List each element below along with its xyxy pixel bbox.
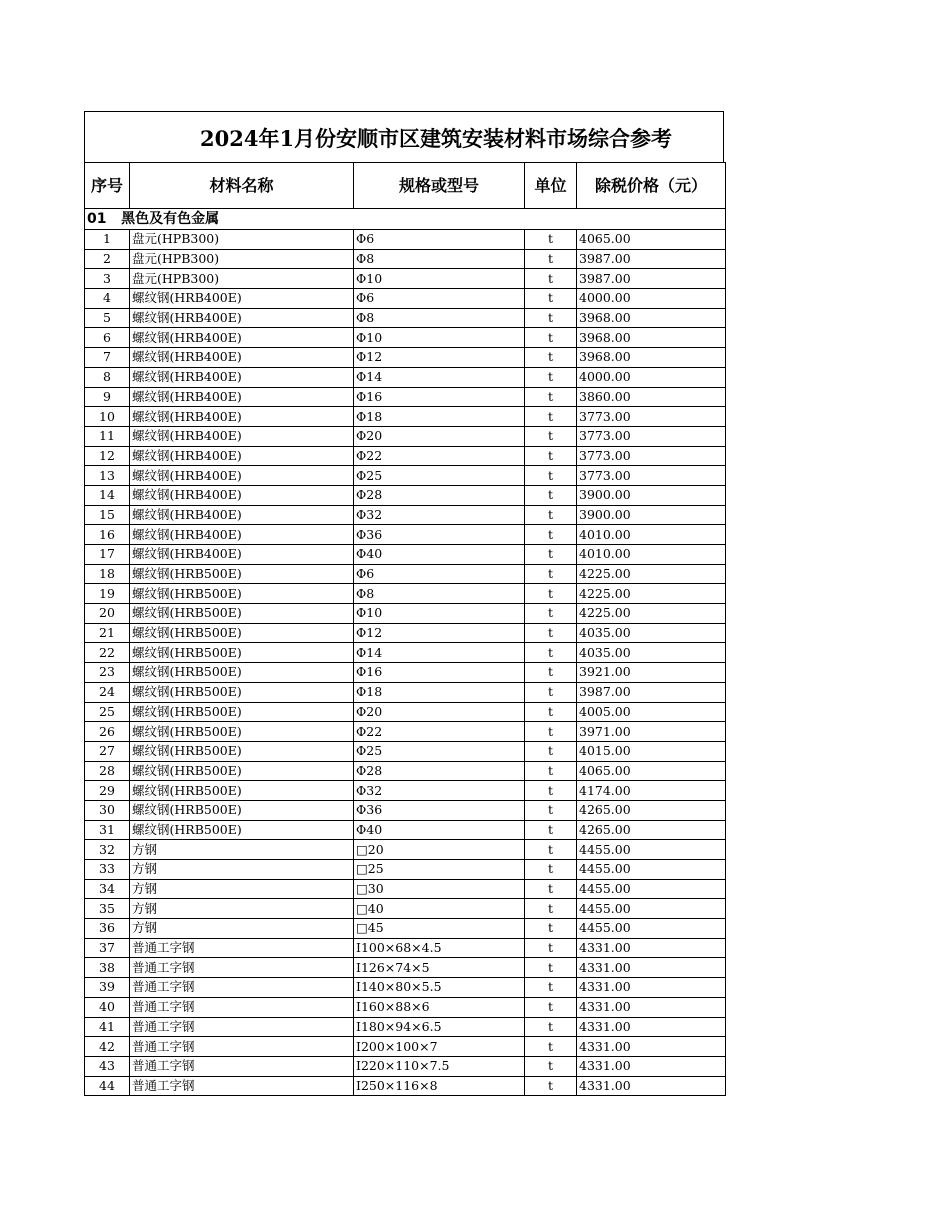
row-spec: Φ8 (354, 584, 525, 604)
row-no: 21 (85, 623, 130, 643)
table-row (85, 997, 726, 1017)
row-spec: Φ10 (354, 269, 525, 289)
row-price: 4455.00 (577, 879, 726, 899)
row-price: 3773.00 (577, 446, 726, 466)
row-spec: Φ12 (354, 348, 525, 368)
row-price: 3987.00 (577, 682, 726, 702)
row-price: 4331.00 (577, 1017, 726, 1037)
row-no: 40 (85, 997, 130, 1017)
header-spec: 规格或型号 (354, 163, 525, 209)
row-price: 3921.00 (577, 663, 726, 683)
row-price: 4015.00 (577, 741, 726, 761)
row-name: 普通工字钢 (130, 958, 354, 978)
row-spec: Φ22 (354, 722, 525, 742)
materials-table (84, 162, 726, 1096)
row-unit: t (525, 997, 577, 1017)
table-row (85, 545, 726, 565)
row-price: 3968.00 (577, 348, 726, 368)
row-unit: t (525, 978, 577, 998)
row-spec: I180×94×6.5 (354, 1017, 525, 1037)
row-no: 38 (85, 958, 130, 978)
row-no: 7 (85, 348, 130, 368)
row-name: 螺纹钢(HRB400E) (130, 485, 354, 505)
row-unit: t (525, 860, 577, 880)
row-price: 4331.00 (577, 938, 726, 958)
header-no: 序号 (85, 163, 130, 209)
row-price: 4331.00 (577, 1037, 726, 1057)
table-row (85, 485, 726, 505)
row-spec: Φ18 (354, 407, 525, 427)
row-price: 4225.00 (577, 584, 726, 604)
row-no: 36 (85, 919, 130, 939)
row-unit: t (525, 545, 577, 565)
section-row (85, 209, 726, 230)
table-row (85, 663, 726, 683)
table-row (85, 564, 726, 584)
row-price: 4000.00 (577, 289, 726, 309)
table-row (85, 407, 726, 427)
page-title: 2024年1月份安顺市区建筑安装材料市场综合参考 (200, 126, 673, 151)
row-name: 螺纹钢(HRB500E) (130, 820, 354, 840)
row-price: 3900.00 (577, 505, 726, 525)
row-no: 5 (85, 308, 130, 328)
row-name: 螺纹钢(HRB500E) (130, 781, 354, 801)
row-unit: t (525, 485, 577, 505)
row-spec: Φ18 (354, 682, 525, 702)
row-spec: Φ6 (354, 230, 525, 250)
row-unit: t (525, 289, 577, 309)
row-price: 4331.00 (577, 1076, 726, 1096)
row-spec: Φ14 (354, 367, 525, 387)
table-row (85, 879, 726, 899)
table-row (85, 800, 726, 820)
row-no: 8 (85, 367, 130, 387)
row-name: 螺纹钢(HRB400E) (130, 328, 354, 348)
row-name: 螺纹钢(HRB400E) (130, 505, 354, 525)
header-name: 材料名称 (130, 163, 354, 209)
row-spec: □25 (354, 860, 525, 880)
row-price: 4331.00 (577, 1056, 726, 1076)
row-name: 盘元(HPB300) (130, 230, 354, 250)
row-price: 4035.00 (577, 643, 726, 663)
table-row (85, 623, 726, 643)
row-no: 11 (85, 426, 130, 446)
row-no: 32 (85, 840, 130, 860)
row-name: 盘元(HPB300) (130, 269, 354, 289)
row-unit: t (525, 840, 577, 860)
table-row (85, 702, 726, 722)
row-no: 19 (85, 584, 130, 604)
row-unit: t (525, 643, 577, 663)
table-row (85, 308, 726, 328)
table-row (85, 722, 726, 742)
row-name: 螺纹钢(HRB500E) (130, 643, 354, 663)
row-unit: t (525, 682, 577, 702)
row-price: 3968.00 (577, 308, 726, 328)
row-price: 4065.00 (577, 230, 726, 250)
row-name: 螺纹钢(HRB500E) (130, 800, 354, 820)
row-unit: t (525, 604, 577, 624)
table-row (85, 1076, 726, 1096)
row-name: 螺纹钢(HRB500E) (130, 584, 354, 604)
row-price: 3900.00 (577, 485, 726, 505)
row-spec: Φ16 (354, 387, 525, 407)
row-unit: t (525, 919, 577, 939)
row-name: 螺纹钢(HRB500E) (130, 623, 354, 643)
row-name: 方钢 (130, 860, 354, 880)
section-name: 黑色及有色金属 (121, 211, 220, 227)
row-unit: t (525, 367, 577, 387)
row-spec: I126×74×5 (354, 958, 525, 978)
row-name: 普通工字钢 (130, 1017, 354, 1037)
row-spec: I100×68×4.5 (354, 938, 525, 958)
row-spec: Φ6 (354, 289, 525, 309)
row-name: 方钢 (130, 840, 354, 860)
table-row (85, 328, 726, 348)
row-no: 13 (85, 466, 130, 486)
row-name: 螺纹钢(HRB400E) (130, 348, 354, 368)
row-unit: t (525, 230, 577, 250)
row-spec: Φ22 (354, 446, 525, 466)
row-name: 螺纹钢(HRB500E) (130, 564, 354, 584)
row-unit: t (525, 820, 577, 840)
row-spec: Φ6 (354, 564, 525, 584)
table-row (85, 426, 726, 446)
row-spec: □20 (354, 840, 525, 860)
row-name: 螺纹钢(HRB500E) (130, 761, 354, 781)
row-price: 3968.00 (577, 328, 726, 348)
row-no: 42 (85, 1037, 130, 1057)
row-price: 4225.00 (577, 604, 726, 624)
row-name: 螺纹钢(HRB400E) (130, 367, 354, 387)
row-unit: t (525, 1037, 577, 1057)
row-name: 螺纹钢(HRB500E) (130, 682, 354, 702)
table-row (85, 525, 726, 545)
row-no: 33 (85, 860, 130, 880)
table-row (85, 682, 726, 702)
row-spec: Φ28 (354, 761, 525, 781)
row-no: 16 (85, 525, 130, 545)
row-unit: t (525, 761, 577, 781)
row-name: 普通工字钢 (130, 997, 354, 1017)
row-no: 25 (85, 702, 130, 722)
row-name: 螺纹钢(HRB400E) (130, 545, 354, 565)
table-row (85, 269, 726, 289)
row-price: 4035.00 (577, 623, 726, 643)
row-unit: t (525, 741, 577, 761)
row-price: 4455.00 (577, 840, 726, 860)
row-no: 6 (85, 328, 130, 348)
row-name: 螺纹钢(HRB400E) (130, 407, 354, 427)
row-spec: I200×100×7 (354, 1037, 525, 1057)
row-unit: t (525, 702, 577, 722)
row-unit: t (525, 308, 577, 328)
section-cell (85, 209, 726, 230)
row-price: 4331.00 (577, 997, 726, 1017)
row-price: 4331.00 (577, 978, 726, 998)
row-price: 4010.00 (577, 525, 726, 545)
row-spec: Φ20 (354, 702, 525, 722)
row-unit: t (525, 407, 577, 427)
row-no: 2 (85, 249, 130, 269)
row-no: 31 (85, 820, 130, 840)
row-no: 3 (85, 269, 130, 289)
row-price: 4265.00 (577, 820, 726, 840)
row-price: 4225.00 (577, 564, 726, 584)
row-no: 12 (85, 446, 130, 466)
row-unit: t (525, 249, 577, 269)
row-no: 30 (85, 800, 130, 820)
table-row (85, 1037, 726, 1057)
table-row (85, 820, 726, 840)
row-name: 螺纹钢(HRB500E) (130, 722, 354, 742)
row-price: 4005.00 (577, 702, 726, 722)
row-no: 9 (85, 387, 130, 407)
row-unit: t (525, 387, 577, 407)
row-no: 4 (85, 289, 130, 309)
row-name: 普通工字钢 (130, 1037, 354, 1057)
row-spec: Φ16 (354, 663, 525, 683)
row-name: 螺纹钢(HRB400E) (130, 387, 354, 407)
row-unit: t (525, 623, 577, 643)
row-spec: Φ25 (354, 466, 525, 486)
row-spec: □45 (354, 919, 525, 939)
row-price: 3860.00 (577, 387, 726, 407)
row-name: 螺纹钢(HRB500E) (130, 604, 354, 624)
row-no: 10 (85, 407, 130, 427)
row-spec: Φ20 (354, 426, 525, 446)
row-no: 41 (85, 1017, 130, 1037)
row-spec: I250×116×8 (354, 1076, 525, 1096)
row-price: 4455.00 (577, 860, 726, 880)
table-row (85, 584, 726, 604)
row-price: 3773.00 (577, 426, 726, 446)
row-no: 43 (85, 1056, 130, 1076)
table-row (85, 919, 726, 939)
table-row (85, 348, 726, 368)
row-name: 普通工字钢 (130, 978, 354, 998)
row-no: 37 (85, 938, 130, 958)
row-name: 普通工字钢 (130, 1076, 354, 1096)
row-unit: t (525, 1076, 577, 1096)
row-price: 3987.00 (577, 249, 726, 269)
row-no: 29 (85, 781, 130, 801)
row-no: 20 (85, 604, 130, 624)
row-name: 方钢 (130, 919, 354, 939)
table-row (85, 860, 726, 880)
row-name: 螺纹钢(HRB500E) (130, 702, 354, 722)
row-no: 18 (85, 564, 130, 584)
row-price: 4265.00 (577, 800, 726, 820)
row-name: 螺纹钢(HRB400E) (130, 289, 354, 309)
table-row (85, 446, 726, 466)
table-row (85, 978, 726, 998)
row-unit: t (525, 1017, 577, 1037)
table-row (85, 604, 726, 624)
row-spec: Φ36 (354, 525, 525, 545)
row-unit: t (525, 800, 577, 820)
table-row (85, 741, 726, 761)
header-unit: 单位 (525, 163, 577, 209)
row-unit: t (525, 722, 577, 742)
row-no: 28 (85, 761, 130, 781)
row-name: 螺纹钢(HRB400E) (130, 466, 354, 486)
row-no: 15 (85, 505, 130, 525)
row-unit: t (525, 269, 577, 289)
row-price: 3987.00 (577, 269, 726, 289)
row-spec: Φ40 (354, 545, 525, 565)
row-no: 22 (85, 643, 130, 663)
row-unit: t (525, 781, 577, 801)
row-spec: Φ32 (354, 781, 525, 801)
row-no: 17 (85, 545, 130, 565)
row-price: 4455.00 (577, 899, 726, 919)
row-no: 24 (85, 682, 130, 702)
header-row (85, 163, 726, 209)
row-price: 4455.00 (577, 919, 726, 939)
row-name: 盘元(HPB300) (130, 249, 354, 269)
header-price: 除税价格（元） (577, 163, 726, 209)
row-name: 普通工字钢 (130, 938, 354, 958)
row-price: 4010.00 (577, 545, 726, 565)
table-row (85, 643, 726, 663)
row-spec: Φ36 (354, 800, 525, 820)
row-unit: t (525, 525, 577, 545)
row-spec: □30 (354, 879, 525, 899)
row-spec: □40 (354, 899, 525, 919)
row-spec: Φ8 (354, 249, 525, 269)
row-unit: t (525, 466, 577, 486)
row-spec: Φ8 (354, 308, 525, 328)
row-price: 3773.00 (577, 466, 726, 486)
table-row (85, 367, 726, 387)
table-row (85, 249, 726, 269)
table-row (85, 899, 726, 919)
table-row (85, 505, 726, 525)
row-unit: t (525, 663, 577, 683)
row-unit: t (525, 426, 577, 446)
row-name: 螺纹钢(HRB500E) (130, 741, 354, 761)
row-no: 34 (85, 879, 130, 899)
table-row (85, 466, 726, 486)
row-name: 螺纹钢(HRB400E) (130, 525, 354, 545)
table-row (85, 1017, 726, 1037)
row-unit: t (525, 958, 577, 978)
row-unit: t (525, 879, 577, 899)
row-spec: Φ10 (354, 328, 525, 348)
row-price: 4000.00 (577, 367, 726, 387)
row-price: 3971.00 (577, 722, 726, 742)
row-price: 3773.00 (577, 407, 726, 427)
row-spec: I160×88×6 (354, 997, 525, 1017)
row-name: 方钢 (130, 899, 354, 919)
row-spec: I220×110×7.5 (354, 1056, 525, 1076)
row-no: 39 (85, 978, 130, 998)
table-row (85, 938, 726, 958)
row-name: 螺纹钢(HRB500E) (130, 663, 354, 683)
row-name: 方钢 (130, 879, 354, 899)
table-row (85, 761, 726, 781)
table-row (85, 230, 726, 250)
row-unit: t (525, 938, 577, 958)
table-row (85, 1056, 726, 1076)
row-no: 14 (85, 485, 130, 505)
row-unit: t (525, 584, 577, 604)
row-spec: Φ12 (354, 623, 525, 643)
row-name: 螺纹钢(HRB400E) (130, 446, 354, 466)
row-unit: t (525, 328, 577, 348)
row-name: 螺纹钢(HRB400E) (130, 426, 354, 446)
row-spec: Φ32 (354, 505, 525, 525)
price-sheet (84, 111, 724, 1096)
row-no: 35 (85, 899, 130, 919)
row-price: 4174.00 (577, 781, 726, 801)
row-unit: t (525, 505, 577, 525)
row-spec: I140×80×5.5 (354, 978, 525, 998)
row-spec: Φ14 (354, 643, 525, 663)
row-price: 4331.00 (577, 958, 726, 978)
row-unit: t (525, 348, 577, 368)
row-no: 44 (85, 1076, 130, 1096)
row-no: 1 (85, 230, 130, 250)
row-spec: Φ28 (354, 485, 525, 505)
row-name: 螺纹钢(HRB400E) (130, 308, 354, 328)
table-row (85, 387, 726, 407)
row-unit: t (525, 899, 577, 919)
row-spec: Φ10 (354, 604, 525, 624)
row-no: 26 (85, 722, 130, 742)
row-price: 4065.00 (577, 761, 726, 781)
row-unit: t (525, 1056, 577, 1076)
row-spec: Φ40 (354, 820, 525, 840)
row-unit: t (525, 564, 577, 584)
row-name: 普通工字钢 (130, 1056, 354, 1076)
table-row (85, 289, 726, 309)
row-unit: t (525, 446, 577, 466)
table-row (85, 781, 726, 801)
table-row (85, 840, 726, 860)
title-row (84, 111, 724, 162)
section-code: 01 (87, 211, 107, 227)
row-no: 23 (85, 663, 130, 683)
table-row (85, 958, 726, 978)
row-no: 27 (85, 741, 130, 761)
row-spec: Φ25 (354, 741, 525, 761)
